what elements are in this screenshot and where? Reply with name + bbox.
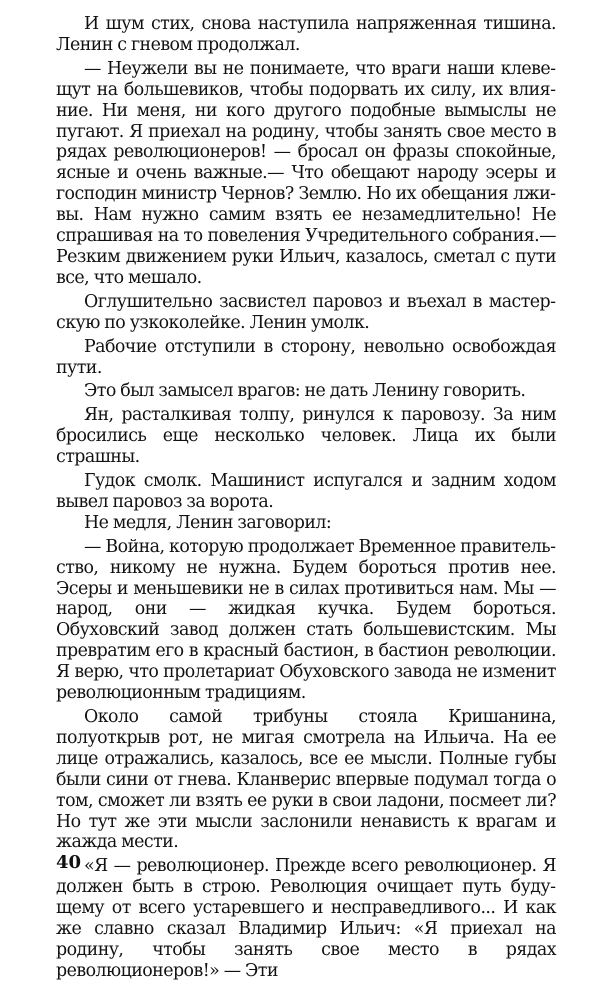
page-body (56, 14, 556, 985)
paragraph-5: Это был замысел врагов: не дать Ленину говорить. (84, 381, 526, 402)
paragraph-11: «Я — революционер. Прежде всего революционер. Я должен быть в строю. Революция очищает путь будущему от всего устаревшего и несправедливого... И как же славно сказал Владимир Ильич: «Я приехал на родину, чтобы занять свое место в рядах революционеров!» — Эти (56, 856, 556, 981)
paragraph-1: И шум стих, снова наступила напряженная тишина. Ленин с гневом продолжал. (56, 14, 556, 55)
paragraph-10: Около самой трибуны стояла Кришанина, полуоткрыв рот, не мигая смотрела на Ильича. На ее лице отражались, казалось, все ее мысли. Полные губы были сини от гнева. Кланверис впервые подумал тогда о том, сможет ли взять ее руки в свои ладони, посмеет ли? Но тут же эти мысли заслонили ненависть к врагам и жажда мести. (56, 707, 556, 853)
paragraph-3: Оглушительно засвистел паровоз и въехал в мастерскую по узкоколейке. Ленин умолк. (56, 291, 556, 333)
paragraph-4: Рабочие отступили в сторону, невольно освобождая пути. (56, 336, 556, 378)
page-number: 40 (56, 852, 82, 873)
paragraph-9: — Война, которую продолжает Временное правительство, никому не нужна. Будем бороться против нее. Эсеры и меньшевики не в силах противиться нам. Мы — народ, они — жидкая кучка. Будем бороться. Обуховский завод должен стать большевистским. Мы превратим его в красный бастион, в бастион революции. Я верю, что пролетариат Обуховского завода не изменит революционным традициям. (56, 536, 556, 704)
paragraph-2: — Неужели вы не понимаете, что враги наши клевещут на большевиков, чтобы подорвать их силу, их влияние. Ни меня, ни кого другого подобные вымыслы не пугают. Я приехал на родину, чтобы занять свое место в рядах революционеров! — бросал он фразы спокойные, ясные и очень важные.— Что обещают народу эсеры и господин министр Чернов? Землю. Но их обещания лживы. Нам нужно самим взять ее незамедлительно! Не спрашивая на то повеления Учредительного собрания.— Резким движением руки Ильич, казалось, сметал с пути все, что мешало. (56, 58, 556, 288)
paragraph-6: Ян, расталкивая толпу, ринулся к паровозу. За ним бросились еще несколько человек. Лица их были страшны. (56, 405, 556, 468)
paragraph-8: Не медля, Ленин заговорил: (84, 512, 332, 533)
paragraph-7: Гудок смолк. Машинист испугался и задним ходом вывел паровоз за ворота. (56, 471, 556, 512)
